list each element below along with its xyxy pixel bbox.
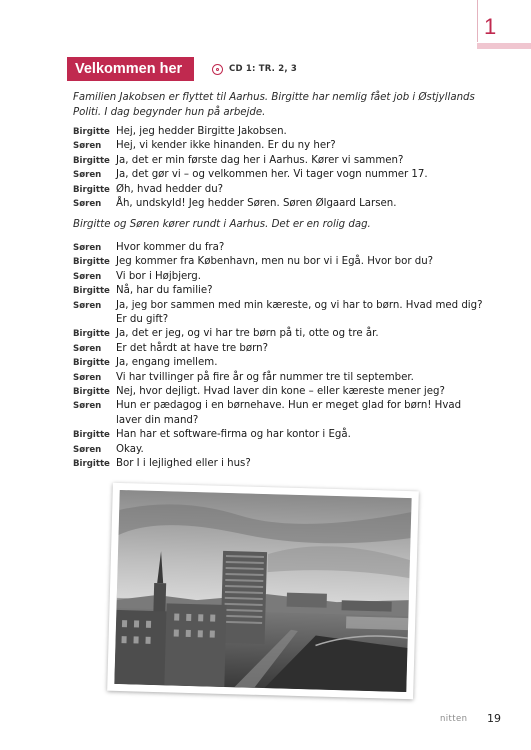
- dialogue-text: Nå, har du familie?: [116, 285, 213, 297]
- speaker-name: Søren: [73, 401, 102, 412]
- dialogue-line: [73, 197, 483, 211]
- speaker-name: Søren: [73, 243, 102, 253]
- speaker-name: Birgitte: [73, 286, 110, 297]
- dialogue-line: [73, 342, 483, 356]
- dialogue-line: [73, 356, 483, 370]
- dialogue-text: Ja, jeg bor sammen med min kæreste, og vi har to børn. Hvad med dig? Er du gift?: [116, 299, 483, 326]
- speaker-name: Birgitte: [73, 358, 110, 369]
- dialogue-line: [73, 168, 483, 182]
- dialogue-text: Jeg kommer fra København, men nu bor vi i Egå. Hvor bor du?: [116, 256, 434, 268]
- section-title: Velkommen her: [67, 57, 194, 81]
- cd-reference: [212, 62, 297, 76]
- dialogue-line: [73, 241, 483, 255]
- speaker-name: Søren: [73, 300, 102, 311]
- dialogue-line: [73, 183, 483, 197]
- dialogue-line: [73, 428, 483, 442]
- intro-text-1: Familien Jakobsen er flyttet til Aarhus. Birgitte har nemlig fået job i Østjyllands Politi. I dag begynder hun på arbejde.: [73, 92, 475, 118]
- dialogue-text: Hun er pædagog i en børnehave. Hun er meget glad for børn! Hvad laver din mand?: [116, 400, 462, 426]
- dialogue-line: [73, 255, 483, 269]
- dialogue-text: Nej, hvor dejligt. Hvad laver din kone – eller kæreste mener jeg?: [116, 386, 445, 398]
- dialogue-text: Bor I i lejlighed eller i hus?: [116, 458, 251, 470]
- dialogue-text: Vi bor i Højbjerg.: [116, 270, 202, 282]
- speaker-name: Birgitte: [73, 184, 110, 195]
- dialogue-text: Åh, undskyld! Jeg hedder Søren. Søren Ølgaard Larsen.: [116, 198, 397, 210]
- dialogue-text: Hvor kommer du fra?: [116, 242, 225, 253]
- speaker-name: Birgitte: [73, 155, 110, 166]
- dialogue-text: Ja, det er min første dag her i Aarhus. Kører vi sammen?: [116, 154, 404, 166]
- city-photo: [114, 490, 411, 692]
- dialogue-line: [73, 443, 483, 457]
- speaker-name: Søren: [73, 343, 102, 354]
- dialogue-line: [73, 457, 483, 471]
- dialogue-text: Hej, jeg hedder Birgitte Jakobsen.: [116, 126, 287, 137]
- dialogue-block-2: [73, 241, 483, 472]
- dialogue-line: [73, 371, 483, 385]
- chapter-number: 1: [484, 14, 497, 39]
- speaker-name: Søren: [73, 372, 102, 383]
- dialogue-line: [73, 385, 483, 399]
- dialogue-text: Er det hårdt at have tre børn?: [116, 342, 268, 354]
- chapter-accent-bar: [477, 43, 531, 49]
- dialogue-text: Ja, det gør vi – og velkommen her. Vi tager vogn nummer 17.: [116, 169, 428, 181]
- intro-text-2: Birgitte og Søren kører rundt i Aarhus. Det er en rolig dag.: [73, 219, 371, 230]
- dialogue-block-1: [73, 125, 483, 211]
- city-photo-frame: [107, 483, 419, 699]
- speaker-name: Søren: [73, 444, 102, 455]
- speaker-name: Birgitte: [73, 387, 110, 398]
- dialogue-line: [73, 284, 483, 298]
- speaker-name: Søren: [73, 170, 102, 181]
- dialogue-line: [73, 270, 483, 284]
- page-number: 19: [487, 712, 501, 725]
- speaker-name: Søren: [73, 271, 102, 282]
- speaker-name: Birgitte: [73, 430, 110, 441]
- city-skyline-image: [114, 490, 411, 692]
- dialogue-line: [73, 125, 483, 139]
- dialogue-line: [73, 327, 483, 341]
- dialogue-line: [73, 299, 483, 328]
- page-number-word: nitten: [440, 714, 468, 724]
- cd-icon: [212, 64, 223, 75]
- speaker-name: Birgitte: [73, 459, 110, 470]
- dialogue-text: Han har et software-firma og har kontor i Egå.: [116, 429, 351, 441]
- speaker-name: Søren: [73, 141, 102, 152]
- dialogue-text: Okay.: [116, 443, 144, 455]
- dialogue-text: Vi har tvillinger på fire år og får nummer tre til september.: [116, 371, 414, 383]
- dialogue-text: Hej, vi kender ikke hinanden. Er du ny her?: [116, 140, 336, 152]
- dialogue-text: Ja, det er jeg, og vi har tre børn på ti, otte og tre år.: [116, 328, 379, 340]
- dialogue-text: Øh, hvad hedder du?: [116, 183, 224, 195]
- dialogue-line: [73, 139, 483, 153]
- dialogue-text: Ja, engang imellem.: [116, 357, 218, 369]
- dialogue-line: [73, 399, 483, 428]
- speaker-name: Birgitte: [73, 257, 110, 268]
- cd-reference-text: CD 1: TR. 2, 3: [229, 64, 298, 74]
- speaker-name: Birgitte: [73, 127, 110, 137]
- speaker-name: Birgitte: [73, 329, 110, 340]
- speaker-name: Søren: [73, 199, 102, 210]
- dialogue-line: [73, 154, 483, 168]
